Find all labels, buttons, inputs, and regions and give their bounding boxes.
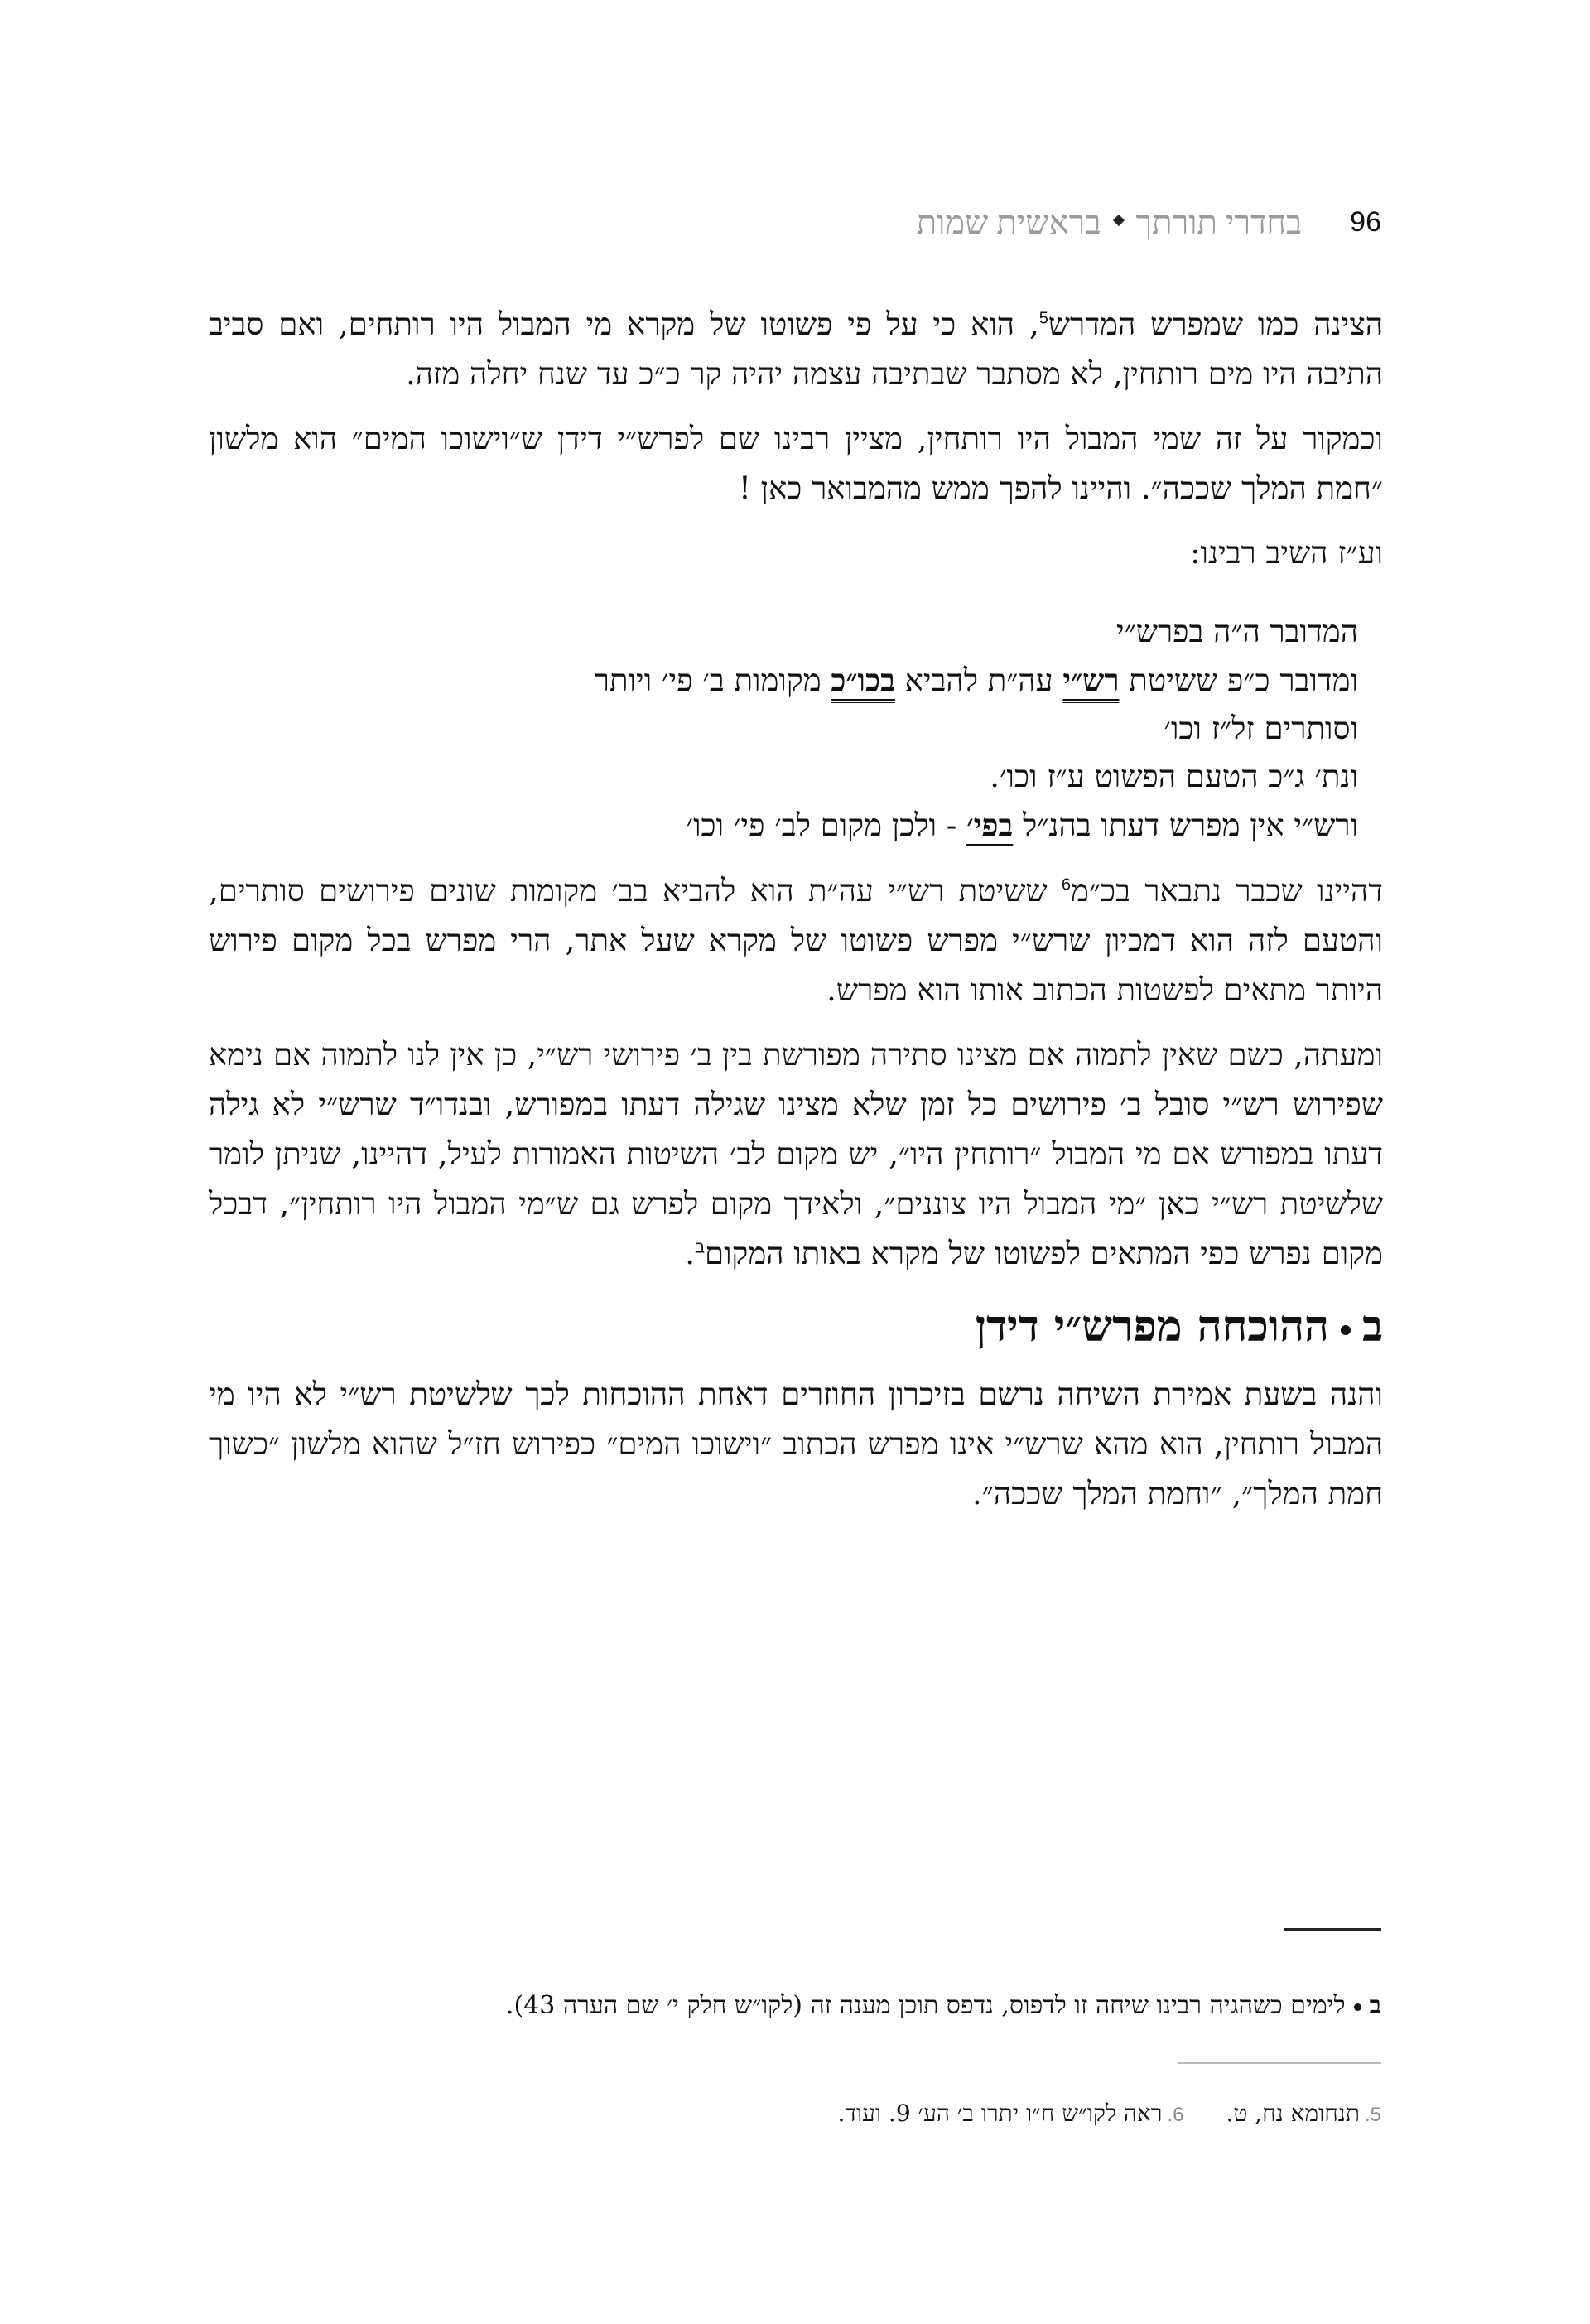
numbered-footnotes: [207, 2097, 1381, 2132]
footnote-divider-short: [1284, 1928, 1381, 1931]
double-underlined-rashi: רש״י: [1062, 662, 1120, 698]
footnote-text: ראה לקו״ש ח״ו יתרו ב׳ הע׳ 9. ועוד.: [837, 2100, 1163, 2127]
quote-line-5: [209, 801, 1358, 850]
text-run: עה״ת להביא: [894, 663, 1063, 698]
text-run: הצינה כמו שמפרש המדרש: [1048, 306, 1383, 342]
quote-line-3: וסותרים זל״ז וכו׳: [1164, 711, 1358, 746]
section-heading: [209, 1294, 1383, 1360]
footnote-divider-long: [1178, 2062, 1381, 2064]
header-volume-title: בראשית שמות: [916, 203, 1101, 241]
main-text: [209, 300, 1383, 1534]
footnote-number: 5.: [1364, 2104, 1381, 2126]
footnote-text: תנחומא נח, ט.: [1226, 2100, 1360, 2127]
text-run: ומדובר כ״פ ששיטת: [1119, 663, 1358, 698]
text-run: ששיטת רש״י עה״ת הוא להביא בב׳ מקומות שונים פירושים סותרים, והטעם לזה הוא דמכיון שרש״י מפרש פשוטו של מקרא שעל אתר, הרי מפרש בכל מקום פירוש היותר מתאים לפשטות הכתוב אותו הוא מפרש.: [209, 873, 1383, 1008]
paragraph-5: [209, 1030, 1383, 1279]
footnote-marker: ב: [1369, 1991, 1381, 2020]
page-number: 96: [1350, 205, 1381, 238]
footnote-ref-6[interactable]: 6: [1061, 875, 1072, 894]
footnote-number: 6.: [1167, 2104, 1184, 2126]
text-run: ומעתה, כשם שאין לתמוה אם מצינו סתירה מפורשת בין ב׳ פירושי רש״י, כן אין לנו לתמוה אם נימא שפירוש רש״י סובל ב׳ פירושים כל זמן שלא מצינו שגילה דעתו במפורש, ובנדו״ד שרש״י לא גילה דעתו במפורש אם מי המבול ״רותחין היו״, יש מקום לב׳ השיטות האמורות לעיל, דהיינו, שניתן לומר שלשיטת רש״י כאן ״מי המבול היו צוננים״, ולאידך מקום לפרש גם ש״מי המבול היו רותחין״, דבכל מקום נפרש כפי המתאים לפשוטו של מקרא באותו המקום: [209, 1037, 1383, 1271]
text-run: ורש״י אין מפרש דעתו בהנ״ל: [1013, 808, 1358, 843]
footnote-5: [1226, 2100, 1381, 2127]
footnote-bet: [207, 1988, 1381, 2024]
paragraph-1: [209, 300, 1383, 399]
text-run: , הוא כי על פי פשוטו של מקרא מי המבול היו רותחים, ואם סביב התיבה היו מים רותחין, לא מסתבר שבתיבה עצמה יהיה קר כ״כ עד שנח יחלה מזה.: [209, 306, 1383, 392]
text-run: דהיינו שכבר נתבאר בכ״מ: [1071, 873, 1384, 909]
text-run: מקומות ב׳ פי׳ ויותר: [594, 663, 831, 698]
header-book-title: בחדרי תורתך: [1135, 203, 1303, 241]
running-header: [199, 197, 1381, 247]
section-letter: ב: [1361, 1301, 1383, 1352]
bullet-dot-icon: [1341, 1325, 1351, 1335]
underlined-befeirush: בפי׳: [966, 807, 1014, 843]
footnote-ref-bet[interactable]: ב: [695, 1238, 705, 1257]
text-run: .: [685, 1236, 696, 1271]
footnote-text: לימים כשהגיה רבינו שיחה זו לדפוס, נדפס תוכן מענה זה (לקו״ש חלק י׳ שם הערה 43).: [505, 1991, 1346, 2020]
section-title: ההוכחה מפרש״י דידן: [975, 1301, 1329, 1352]
paragraph-6: והנה בשעת אמירת השיחה נרשם בזיכרון החוזרים דאחת ההוכחות לכך שלשיטת רש״י לא היו מי המבול רותחין, הוא מהא שרש״י אינו מפרש הכתוב ״וישוכו המים״ כפירוש חז״ל שהוא מלשון ״כשוך חמת המלך״, ״וחמת המלך שככה״.: [209, 1377, 1383, 1512]
quoted-response-block: [209, 608, 1383, 850]
text-run: - ולכן מקום לב׳ פי׳ וכו׳: [686, 808, 967, 843]
footnote-6: [837, 2100, 1183, 2127]
footnote-ref-5[interactable]: 5: [1038, 309, 1048, 328]
double-underlined-bekamah: בכו״כ: [831, 662, 895, 698]
paragraph-2: וכמקור על זה שמי המבול היו רותחין, מציין רבינו שם לפרש״י דידן ש״וישוכו המים״ הוא מלשון ״חמת המלך שככה״. והיינו להפך ממש מהמבואר כאן !: [209, 421, 1383, 506]
quote-line-4: ונת׳ ג״כ הטעם הפשוט ע״ז וכו׳.: [990, 759, 1358, 794]
bullet-dot-icon: [1354, 2003, 1361, 2011]
quote-line-2: [209, 656, 1358, 705]
quote-line-1: המדובר ה״ה בפרש״י: [1116, 614, 1358, 649]
paragraph-3-intro: וע״ז השיב רבינו:: [1190, 535, 1383, 571]
diamond-separator-icon: [1112, 215, 1124, 226]
paragraph-4: [209, 866, 1383, 1015]
